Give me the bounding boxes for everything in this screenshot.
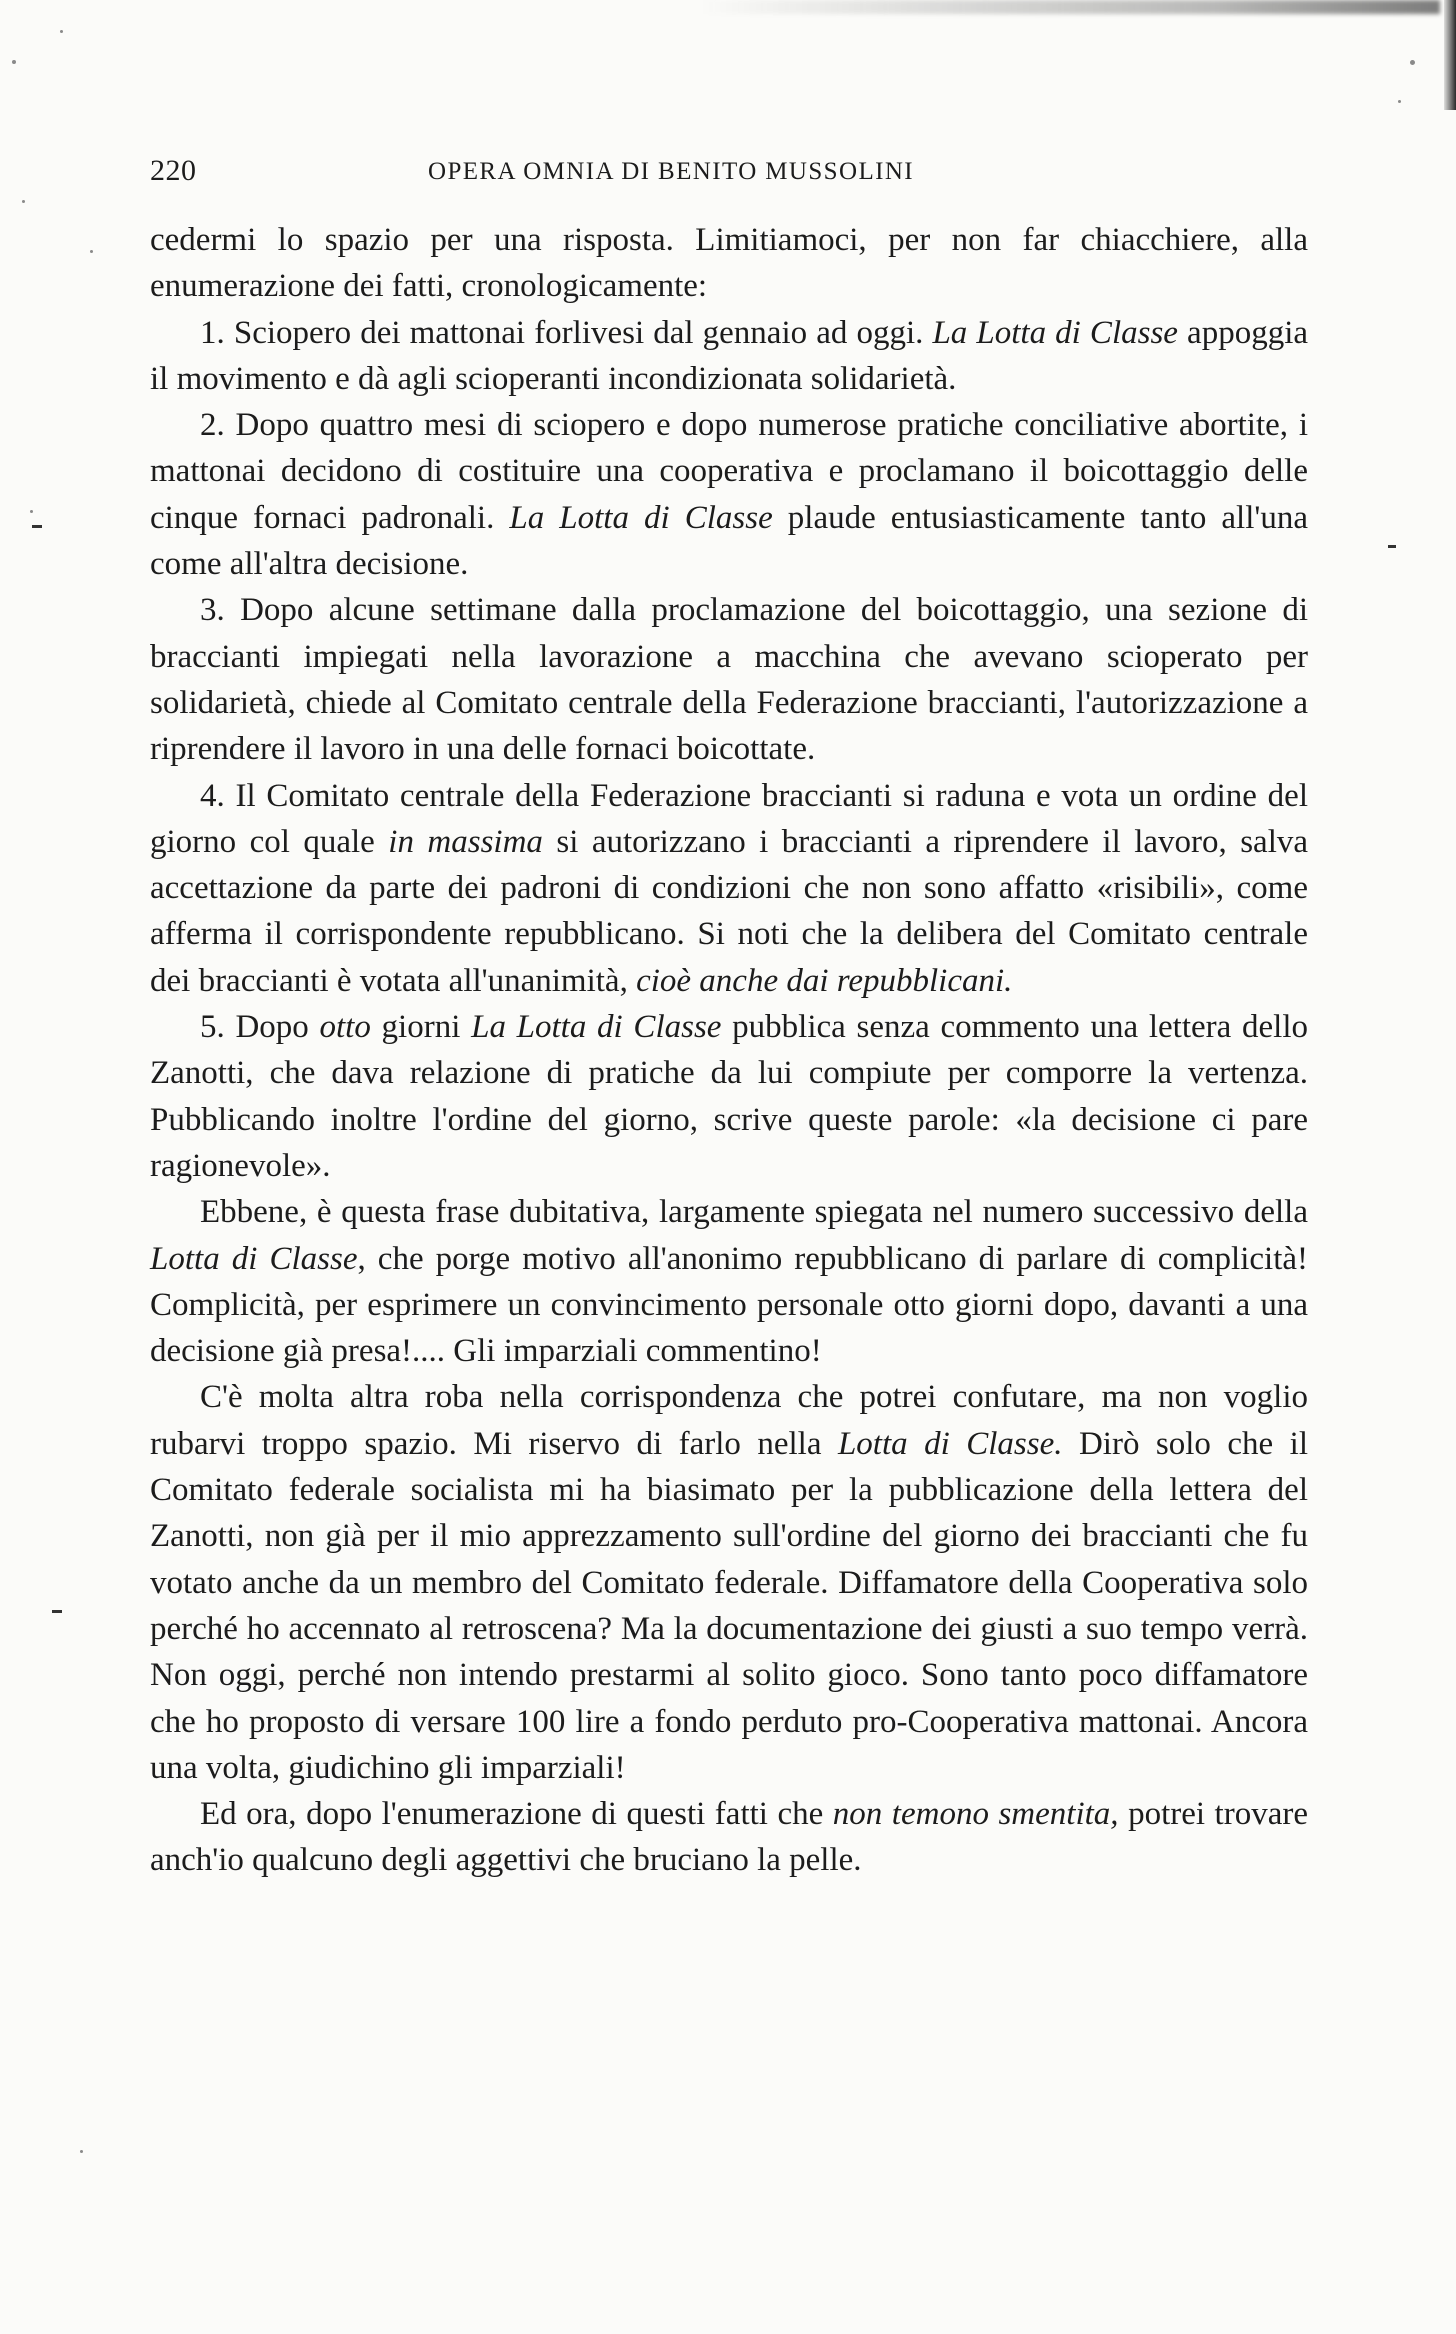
text-segment: si autorizzano i braccianti a riprendere il lavoro, salva accettazione da parte dei padroni di condizioni che non sono affatto «risibili», come afferma il corrispondente repubblicano. Si noti che la delibera del Comitato centrale dei braccianti è votata all'unanimità, bbox=[150, 823, 1309, 999]
scan-speck bbox=[1398, 100, 1401, 103]
text-segment: 3. Dopo alcune settimane dalla proclamazione del boicottaggio, una sezione di braccianti impiegati nella lavorazione a macchina che avevano scioperato per solidarietà, chiede al Comitato centrale della Federazione braccianti, l'autorizzazione a riprendere il lavoro in una delle fornaci boicottate. bbox=[150, 592, 1308, 768]
margin-mark bbox=[1388, 545, 1396, 548]
scan-speck bbox=[90, 250, 93, 253]
text-segment: C'è molta altra roba nella corrispondenza che potrei confutare, ma non voglio rubarvi troppo spazio. Mi riservo di farlo nella bbox=[150, 1379, 1308, 1462]
paragraph bbox=[150, 1189, 1308, 1374]
paragraph bbox=[150, 1004, 1308, 1189]
scan-speck bbox=[12, 60, 16, 64]
body-text bbox=[150, 217, 1308, 1884]
paragraph bbox=[150, 773, 1308, 1004]
paragraph bbox=[150, 217, 1308, 310]
italic-text-segment: in massima bbox=[388, 823, 543, 860]
scan-speck bbox=[30, 510, 33, 513]
scan-speck bbox=[80, 2150, 83, 2153]
margin-mark bbox=[52, 1610, 62, 1613]
italic-text-segment: La Lotta di Classe bbox=[932, 314, 1178, 351]
text-segment: potrei trovare anch'io qualcuno degli aggettivi che bruciano la pelle. bbox=[150, 1796, 1308, 1879]
margin-mark bbox=[32, 525, 42, 528]
text-segment: Dirò solo che il Comitato federale socialista mi ha biasimato per la pubblicazione della lettera del Zanotti, non già per il mio apprezzamento sull'ordine del giorno dei braccianti che fu votato anche da un membro del Comitato federale. Diffamatore della Cooperativa solo perché ho accennato al retroscena? Ma la documentazione dei giusti a suo tempo verrà. Non oggi, perché non intendo prestarmi al solito gioco. Sono tanto poco diffamatore che ho proposto di versare 100 lire a fondo perduto pro-Cooperativa mattonai. Ancora una volta, giudichino gli imparziali! bbox=[150, 1425, 1308, 1786]
italic-text-segment: non temono smentita, bbox=[832, 1796, 1119, 1833]
text-segment: pubblica senza commento una lettera dello Zanotti, che dava relazione di pratiche da lui compiute per comporre la vertenza. Pubblicando inoltre l'ordine del giorno, scrive queste parole: «la decisione ci pare ragionevole». bbox=[150, 1009, 1308, 1184]
paragraph bbox=[150, 1374, 1308, 1791]
text-segment: Ed ora, dopo l'enumerazione di questi fatti che bbox=[200, 1796, 833, 1833]
text-segment: Ebbene, è questa frase dubitativa, largamente spiegata nel numero successivo della bbox=[200, 1194, 1308, 1231]
page-header bbox=[150, 154, 1310, 198]
page-number: 220 bbox=[150, 154, 197, 187]
text-segment: giorni bbox=[370, 1009, 472, 1046]
scan-speck bbox=[22, 200, 25, 203]
text-segment: 5. Dopo bbox=[200, 1009, 320, 1046]
italic-text-segment: Lotta di Classe. bbox=[837, 1425, 1063, 1462]
running-head: OPERA OMNIA DI BENITO MUSSOLINI bbox=[428, 158, 915, 185]
paragraph bbox=[150, 402, 1308, 587]
scan-speck bbox=[60, 30, 63, 33]
scan-speck bbox=[1410, 60, 1415, 65]
scan-edge-mark bbox=[1444, 0, 1456, 110]
text-segment: appoggia il movimento e dà agli scioperanti incondizionata solidarietà. bbox=[150, 314, 1309, 397]
italic-text-segment: otto bbox=[319, 1009, 371, 1046]
paragraph bbox=[150, 1791, 1308, 1884]
text-segment: cedermi lo spazio per una risposta. Limitiamoci, per non far chiacchiere, alla enumerazione dei fatti, cronologicamente: bbox=[150, 222, 1308, 305]
text-segment: 4. Il Comitato centrale della Federazione braccianti si raduna e vota un ordine del giorno col quale bbox=[150, 777, 1308, 860]
italic-text-segment: cioè anche dai repubblicani. bbox=[636, 962, 1013, 999]
text-segment: 1. Sciopero dei mattonai forlivesi dal gennaio ad oggi. bbox=[200, 314, 933, 351]
text-segment: 2. Dopo quattro mesi di sciopero e dopo numerose pratiche conciliative abortite, i mattonai decidono di costituire una cooperativa e proclamano il boicottaggio delle cinque fornaci padronali. bbox=[150, 407, 1308, 536]
paragraph bbox=[150, 310, 1308, 403]
scan-edge-noise bbox=[700, 0, 1440, 14]
text-segment: plaude entusiasticamente tanto all'una come all'altra decisione. bbox=[150, 499, 1308, 583]
text-segment: , che porge motivo all'anonimo repubblicano di parlare di complicità! Complicità, per esprimere un convincimento personale otto giorni dopo, davanti a una decisione già presa!.... Gli imparziali commentino! bbox=[150, 1240, 1309, 1370]
paragraph bbox=[150, 587, 1308, 772]
italic-text-segment: Lotta di Classe bbox=[150, 1240, 358, 1277]
italic-text-segment: La Lotta di Classe bbox=[509, 499, 773, 536]
italic-text-segment: La Lotta di Classe bbox=[471, 1009, 722, 1046]
